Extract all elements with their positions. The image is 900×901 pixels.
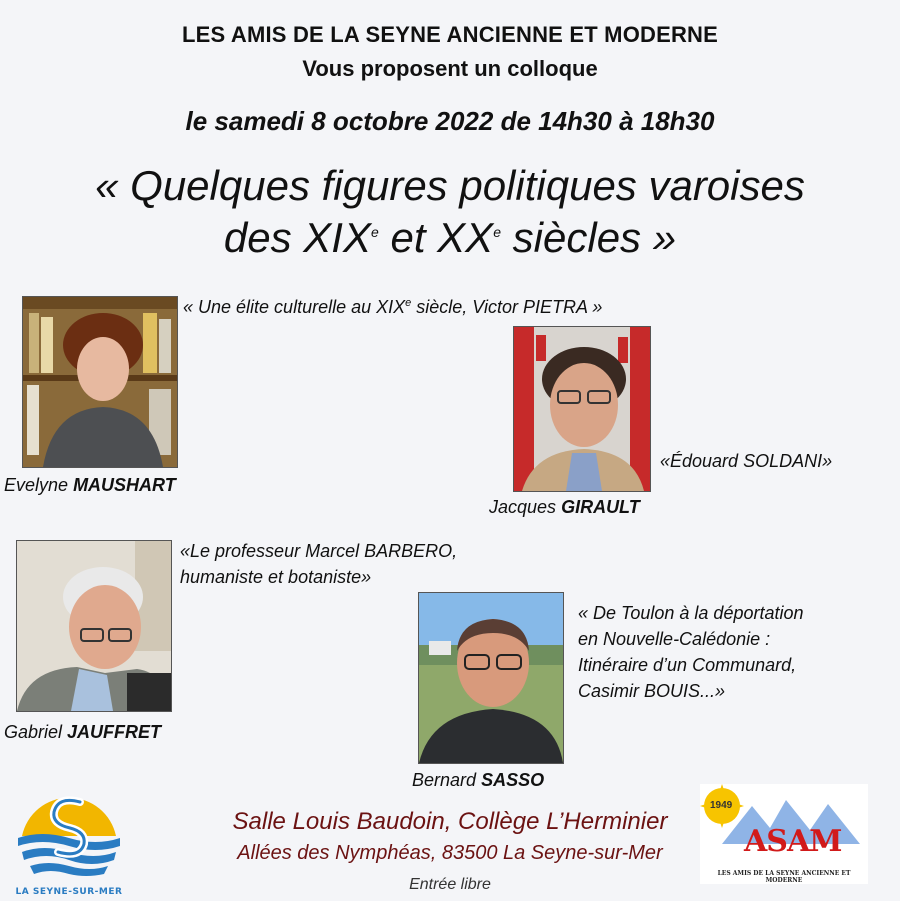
speaker-name-sasso: Bernard SASSO <box>412 770 545 790</box>
venue-place: Salle Louis Baudoin, Collège L’Herminier <box>232 808 668 835</box>
speaker-photo-jauffret <box>16 540 172 712</box>
talk-title-girault: «Édouard SOLDANI» <box>660 451 833 471</box>
intro-text: Vous proposent un colloque <box>302 56 598 81</box>
talk-title-sasso: « De Toulon à la déportation en Nouvelle-Calédonie : Itinéraire d’un Communard, Casimir BOUIS...» <box>578 603 804 701</box>
speaker-name-maushart: Evelyne MAUSHART <box>4 475 176 495</box>
speaker-photo-maushart <box>22 296 178 468</box>
speaker-name-jauffret: Gabriel JAUFFRET <box>4 722 162 742</box>
speaker-photo-girault <box>513 326 651 492</box>
organization-heading: LES AMIS DE LA SEYNE ANCIENNE ET MODERNE <box>181 22 719 47</box>
asam-name: ASAM <box>744 824 842 859</box>
la-seyne-logo-caption: LA SEYNE-SUR-MER <box>15 887 123 897</box>
entry-info: Entrée libre <box>409 876 491 893</box>
asam-logo <box>700 784 868 884</box>
event-date: le samedi 8 octobre 2022 de 14h30 à 18h30 <box>185 106 715 136</box>
colloquium-title-line2: des XIXe et XXe siècles » <box>223 214 677 261</box>
speaker-photo-sasso <box>418 592 564 764</box>
talk-title-jauffret: «Le professeur Marcel BARBERO, humaniste et botaniste» <box>180 541 458 587</box>
venue-address: Allées des Nymphéas, 83500 La Seyne-sur-Mer <box>237 842 663 864</box>
talk-title-maushart: « Une élite culturelle au XIXe siècle, Victor PIETRA » <box>183 297 603 317</box>
asam-year: 1949 <box>710 800 733 811</box>
colloquium-title-line1: « Quelques figures politiques varoises <box>95 162 805 209</box>
asam-caption: LES AMIS DE LA SEYNE ANCIENNE ET MODERNE <box>717 870 851 884</box>
speaker-name-girault: Jacques GIRAULT <box>489 497 640 517</box>
